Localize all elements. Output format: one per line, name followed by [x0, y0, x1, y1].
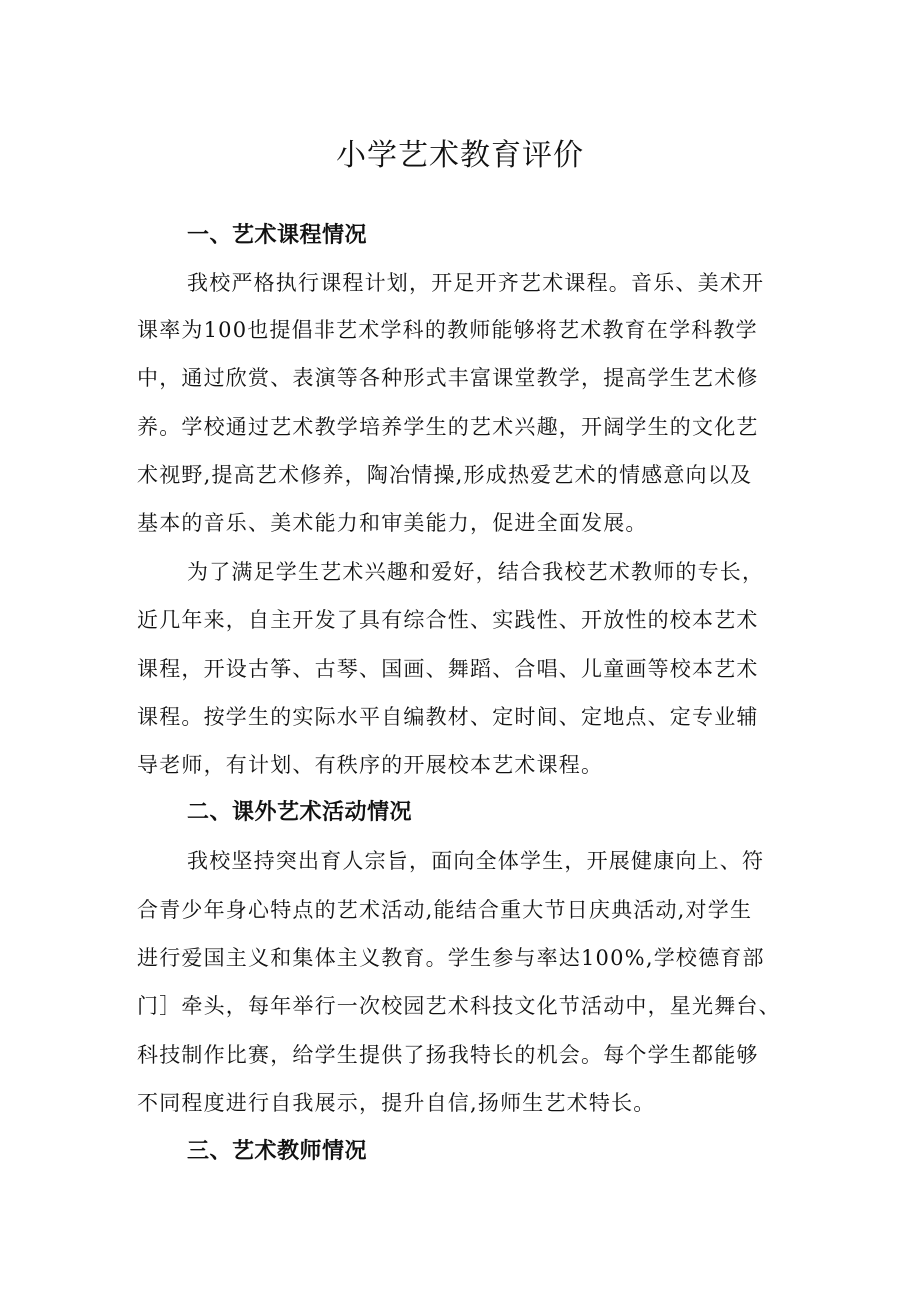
paragraph-line: 课程。按学生的实际水平自编教材、定时间、定地点、定专业辅 [137, 705, 759, 729]
paragraph-line: 近几年来，自主开发了具有综合性、实践性、开放性的校本艺术 [137, 608, 759, 632]
paragraph-line: 合青少年身心特点的艺术活动,能结合重大节日庆典活动,对学生 [137, 898, 753, 922]
paragraph-line: 为了满足学生艺术兴趣和爱好，结合我校艺术教师的专长， [187, 560, 765, 584]
section-heading-2: 二、课外艺术活动情况 [187, 800, 413, 825]
paragraph-line: 我校严格执行课程计划，开足开齐艺术课程。音乐、美术开 [187, 271, 765, 295]
paragraph-line: 基本的音乐、美术能力和审美能力，促进全面发展。 [137, 511, 648, 535]
paragraph-line: 不同程度进行自我展示，提升自信,扬师生艺术特长。 [137, 1091, 656, 1115]
paragraph-line: 养。学校通过艺术教学培养学生的艺术兴趣，开阔学生的文化艺 [137, 415, 759, 439]
paragraph-line: 课率为100也提倡非艺术学科的教师能够将艺术教育在学科教学 [137, 318, 758, 342]
paragraph-line: 进行爱国主义和集体主义教育。学生参与率达100%,学校德育部 [137, 946, 765, 970]
paragraph-line: 门］牵头，每年举行一次校园艺术科技文化节活动中，星光舞台、 [137, 994, 781, 1018]
paragraph-line: 我校坚持突出育人宗旨，面向全体学生，开展健康向上、符 [187, 849, 765, 873]
paragraph-line: 导老师，有计划、有秩序的开展校本艺术课程。 [137, 753, 604, 777]
section-heading-3: 三、艺术教师情况 [187, 1139, 368, 1164]
paragraph-line: 中，通过欣赏、表演等各种形式丰富课堂教学，提高学生艺术修 [137, 366, 759, 390]
paragraph-line: 科技制作比赛，给学生提供了扬我特长的机会。每个学生都能够 [137, 1043, 759, 1067]
paragraph-line: 术视野,提高艺术修养，陶冶情操,形成热爱艺术的情感意向以及 [137, 463, 753, 487]
paragraph-line: 课程，开设古筝、古琴、国画、舞蹈、合唱、儿童画等校本艺术 [137, 657, 759, 681]
document-title: 小学艺术教育评价 [336, 138, 584, 173]
section-heading-1: 一、艺术课程情况 [187, 223, 368, 248]
